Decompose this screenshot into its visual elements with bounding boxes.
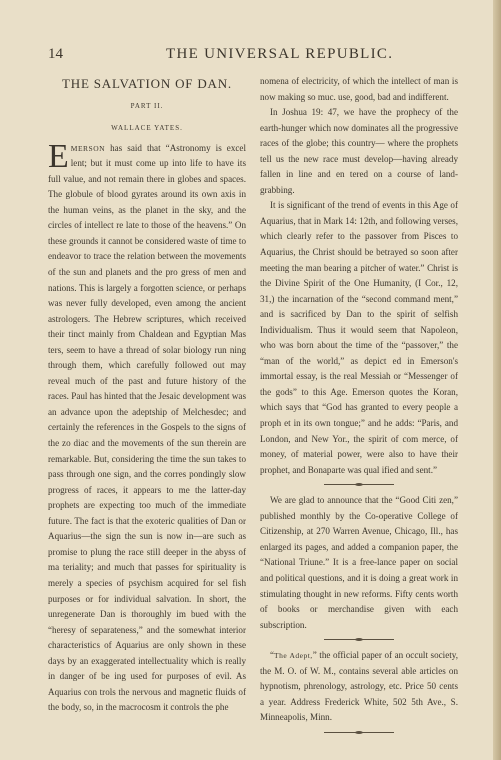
article-title: THE SALVATION OF DAN. (62, 76, 232, 91)
notice-adept-lead: The Adept, (274, 651, 313, 661)
article-paragraph-1 (48, 137, 246, 716)
left-column (48, 74, 246, 716)
section-divider (324, 639, 394, 640)
article-author: WALLACE YATES. (111, 124, 183, 133)
paragraph-1-continued: nomena of electricity, of which the intellect of man is now making so muc. use, good, bad and indifferent. (260, 76, 458, 102)
notice-good-citizen: We are glad to announce that the “Good Citi zen,” published monthly by the Co-operative College of Citizenship, at 270 Warren Avenue, Chicago, Ill., has enlarged its pages, and added a companion paper, the “National Triune.” It is a free-lance paper on social and political questions, and it is doing a great work in stimulating thought in new reforms. Fifty cents worth of books or merchandise given with each subscription. (260, 495, 458, 630)
dropcap-letter: E (48, 137, 69, 175)
article-paragraph-2: In Joshua 19: 47, we have the prophecy of the earth-hunger which now dominates all the progressive races of the globe; this country— where the prophets tell us the new race must develop—having already fallen in line and en tered on a course of land-grabbing. (260, 107, 458, 195)
page-header (48, 46, 478, 66)
right-column (260, 74, 458, 741)
article-part: PART II. (130, 101, 164, 110)
notice-adept-text: ” the official paper of an occult society, the M. O. of W. M., contains several able articles on hypnotism, phrenology, astrology, etc. Price 50 cents a year. Address Frederick White, 502 5th Ave., S. Minneapolis, Minn. (260, 650, 458, 723)
section-divider (324, 484, 394, 485)
first-word: MERSON (70, 143, 106, 153)
running-head: THE UNIVERSAL REPUBLIC. (166, 46, 394, 62)
notice-adept: “The Adept,” the official paper of an occult society, the M. O. of W. M., contains several able articles on hypnotism, phrenology, astrology, etc. Price 50 cents a year. Address Frederick White, 502 5th Ave., S. Minneapolis, Minn. (260, 650, 458, 723)
paragraph-1-text: has said that “Astronomy is excel lent; but it must come up into life to have its full value, and not remain there in globes and spaces. The globule of blood gyrates around its own axis in the human veins, as the planet in the sky, and the circles of intellect re late to those of the heavens.” On these grounds it cannot be considered waste of time to endeavor to trace the relation between the movements of the sun and planets and the pro gress of men and nations. This is largely a forgotten science, or perhaps was never fully developed, even among the ancient astrologers. The Hebrew scriptures, which received their tinct mainly from Chaldean and Egyptian Mas ters, seem to have a thread of solar biology run ning through them, which carefully followed out may reveal much of the past and future history of the races. Paul has hinted that the Jesaic development was an advance upon the adeptship of Melchesdec; and certainly the references in the Gospels to the signs of the zo diac and the movements of the sun therein are remarkable. But, considering the time the sun takes to pass through one sign, and the corres pondingly slow progress of races, it appears to me the latter-day prophets are expecting too much of the immediate future. The fact is that the exoteric qualities of Dan or Aquarius—the sign the sun is now in—are such as promise to plung the race still deeper in the abyss of ma teriality; and much that passes for spirituality is merely a species of psychism acquired for sel fish purposes or for individual salvation. In short, the unregenerate Dan is thoroughly im bued with the “heresy of separateness,” and the somewhat interior characteristics of Aquarius are only shown in these days by an exaggerated intellectuality which is really in danger of be ing used for purposes of evil. As Aquarius con trols the nervous and magnetic fluids of the body, so, in the macrocosm it controls the phe (48, 142, 246, 713)
page-edge (493, 0, 501, 760)
section-divider (324, 732, 394, 733)
article-paragraph-3: It is significant of the trend of events in this Age of Aquarius, that in Mark 14: 12th, and following verses, which clearly refer to the passover from Pisces to Aquarius, the Christ should be betrayed so soon after meeting the man bearing a pitcher of water.” Christ is the Divine Spirit of the One Humanity, (I Cor., 12, 31,) the incarnation of the “second command ment,” and is sacrificed by Dan to the spirit of selfish Individualism. Thus it would seem that Napoleon, who was born about the time of the “passover,” the “man of the world,” as depict ed in Emerson's immortal essay, is the real Messiah or “Messenger of the gods” to this Age. Emerson quotes the Koran, which says that “God has granted to every people a proph et in its own tongue;” and he adds: “Paris, and London, and New Yor., the spirit of com merce, of money, of material power, were also to have their prophet, and Bonaparte was qual ified and sent.” (260, 200, 458, 475)
page-number: 14 (48, 46, 63, 62)
